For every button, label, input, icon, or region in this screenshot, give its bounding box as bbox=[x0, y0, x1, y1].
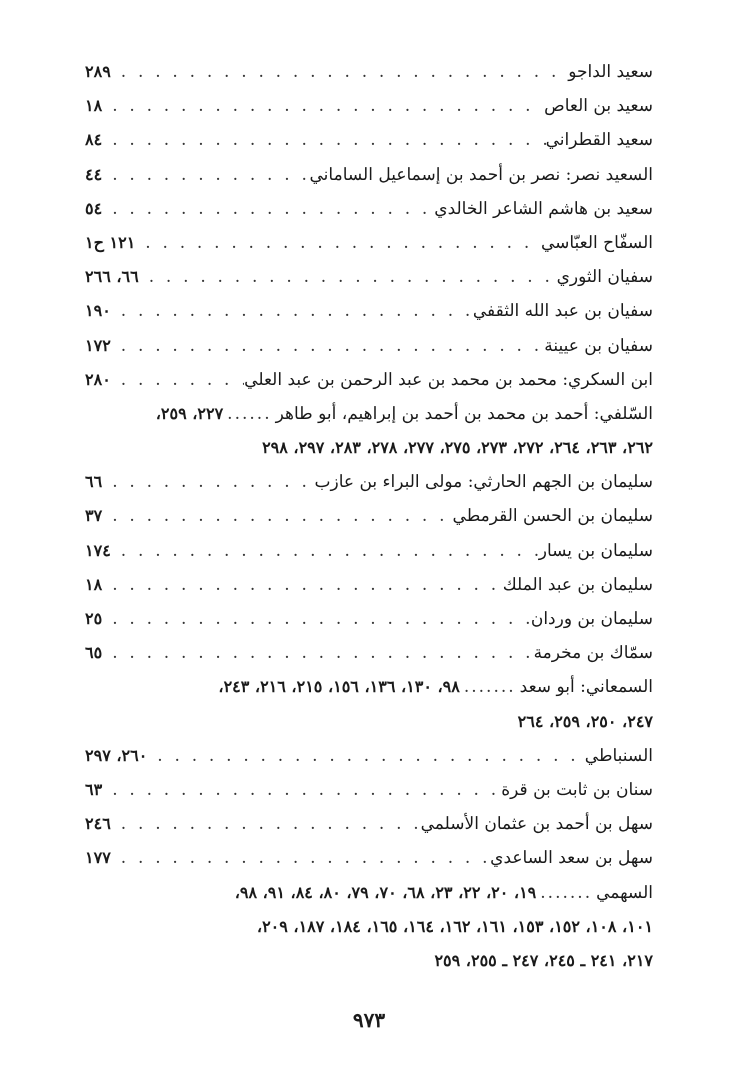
index-entry bbox=[85, 294, 653, 328]
index-entry bbox=[85, 568, 653, 602]
index-entry bbox=[85, 499, 653, 533]
entry-name: سعيد الداجو bbox=[568, 62, 653, 82]
entry-name: سفيان بن عبد الله الثقفي bbox=[472, 301, 653, 322]
leader-dots bbox=[147, 739, 584, 773]
entry-pages: ٥٤ bbox=[85, 198, 103, 218]
index-entry bbox=[85, 534, 653, 568]
entry-pages: ٢٦٠، ٢٩٧ bbox=[85, 745, 148, 765]
leader-dots bbox=[102, 89, 544, 123]
leader-dots bbox=[102, 602, 531, 636]
entry-name: السعيد نصر: نصر بن أحمد بن إسماعيل الساماني bbox=[309, 164, 653, 185]
entry-name: سمّاك بن مخرمة bbox=[533, 643, 653, 664]
index-entry bbox=[85, 363, 653, 397]
leader-dots bbox=[111, 807, 421, 841]
entry-pages: ٨٤ bbox=[85, 130, 103, 150]
leader-dots bbox=[102, 499, 452, 533]
entry-pages: ١٧٧ bbox=[85, 848, 111, 868]
leader-dots: ...... bbox=[227, 403, 272, 424]
entry-pages: ١٢١ ح١ bbox=[85, 232, 136, 252]
page-number: ٩٧٣ bbox=[352, 1008, 386, 1032]
leader-dots bbox=[111, 363, 244, 397]
entry-name: سعيد القطراني bbox=[545, 130, 653, 151]
entry-pages: ٢٢٧، ٢٥٩، bbox=[155, 403, 224, 423]
entry-pages: ٦٣ bbox=[85, 779, 103, 799]
entry-pages-continuation: ٢٦٢، ٢٦٣، ٢٦٤، ٢٧٢، ٢٧٣، ٢٧٥، ٢٧٧، ٢٧٨، ٢٨٣، ٢٩٧، ٢٩٨ bbox=[262, 438, 653, 458]
entry-name: السفّاح العبّاسي bbox=[540, 232, 653, 253]
entry-pages: ٤٤ bbox=[85, 164, 103, 184]
entry-pages: ٦٦، ٢٦٦ bbox=[85, 267, 139, 287]
leader-dots bbox=[102, 568, 503, 602]
entry-pages: ٢٨٩ bbox=[85, 62, 111, 81]
leader-dots bbox=[102, 636, 533, 670]
entry-pages: ٢٨٠ bbox=[85, 369, 111, 389]
index-entry bbox=[85, 55, 653, 89]
entry-name: سنان بن ثابت بن قرة bbox=[501, 779, 653, 800]
entry-pages: ١٨ bbox=[85, 574, 103, 594]
entry-name: ابن السكري: محمد بن محمد بن عبد الرحمن بن عبد العلي bbox=[244, 369, 653, 390]
entry-name: سليمان بن الحسن القرمطي bbox=[452, 506, 653, 527]
entry-name: سليمان بن عبد الملك bbox=[502, 574, 653, 595]
leader-dots: ....... bbox=[540, 882, 593, 903]
leader-dots bbox=[111, 294, 473, 328]
entry-pages: ٦٥ bbox=[85, 643, 103, 663]
index-entry bbox=[85, 602, 653, 636]
leader-dots bbox=[111, 329, 544, 363]
entry-pages: ٦٦ bbox=[85, 472, 103, 492]
leader-dots: ....... bbox=[463, 677, 516, 698]
index-entry-multiline bbox=[85, 876, 653, 910]
entry-name: سعيد بن هاشم الشاعر الخالدي bbox=[434, 198, 653, 219]
entry-name: سهل بن أحمد بن عثمان الأسلمي bbox=[420, 814, 653, 835]
entry-pages-continuation: ٢١٧، ٢٤١ ـ ٢٤٥، ٢٤٧ ـ ٢٥٥، ٢٥٩ bbox=[434, 950, 653, 970]
entry-name: سفيان الثوري bbox=[556, 267, 653, 288]
entry-name: السنباطي bbox=[584, 745, 653, 766]
entry-name: السّلفي: أحمد بن محمد بن أحمد بن إبراهيم، أبو طاهر bbox=[275, 403, 653, 424]
entry-pages: ١٨ bbox=[85, 96, 103, 116]
entry-pages-continuation: ١٠١، ١٠٨، ١٥٢، ١٥٣، ١٦١، ١٦٢، ١٦٤، ١٦٥، ١٨٤، ١٨٧، ٢٠٩، bbox=[256, 916, 653, 936]
index-entry bbox=[85, 260, 653, 294]
index-entry-multiline bbox=[85, 397, 653, 431]
leader-dots bbox=[102, 192, 434, 226]
entry-pages: ٢٥ bbox=[85, 609, 103, 628]
leader-dots bbox=[111, 841, 490, 875]
index-entry bbox=[85, 192, 653, 226]
index-entry bbox=[85, 123, 653, 157]
index-entry bbox=[85, 89, 653, 123]
leader-dots bbox=[111, 534, 539, 568]
leader-dots bbox=[139, 260, 557, 294]
entry-name: سعيد بن العاص bbox=[544, 96, 653, 117]
leader-dots bbox=[102, 158, 309, 192]
index-entry bbox=[85, 739, 653, 773]
index-entry bbox=[85, 226, 653, 260]
entry-pages: ١٧٤ bbox=[85, 540, 111, 560]
leader-dots bbox=[102, 123, 545, 157]
entry-name: سليمان بن يسار bbox=[538, 540, 653, 561]
leader-dots bbox=[102, 465, 314, 499]
index-list bbox=[85, 55, 653, 978]
entry-name: سهل بن سعد الساعدي bbox=[490, 848, 653, 869]
index-entry-multiline bbox=[85, 670, 653, 704]
leader-dots bbox=[111, 55, 568, 89]
entry-name: سليمان بن الجهم الحارثي: مولى البراء بن عازب bbox=[314, 472, 653, 493]
index-entry bbox=[85, 158, 653, 192]
index-entry bbox=[85, 841, 653, 875]
entry-pages: ١٩٠ bbox=[85, 301, 111, 321]
entry-pages-continuation: ٢٤٧، ٢٥٠، ٢٥٩، ٢٦٤ bbox=[517, 711, 653, 731]
entry-pages: ١٧٢ bbox=[85, 335, 111, 355]
leader-dots bbox=[135, 226, 541, 260]
entry-name: سليمان بن وردان bbox=[530, 609, 653, 629]
index-entry bbox=[85, 465, 653, 499]
index-entry bbox=[85, 773, 653, 807]
entry-pages: ١٩، ٢٠، ٢٢، ٢٣، ٦٨، ٧٠، ٧٩، ٨٠، ٨٤، ٩١، ٩٨، bbox=[234, 882, 537, 902]
entry-name: السهمي bbox=[596, 882, 653, 903]
entry-pages: ٣٧ bbox=[85, 506, 103, 526]
index-entry bbox=[85, 807, 653, 841]
entry-name: السمعاني: أبو سعد bbox=[519, 677, 653, 698]
entry-name: سفيان بن عيينة bbox=[544, 335, 653, 356]
index-entry bbox=[85, 636, 653, 670]
entry-pages: ٩٨، ١٣٠، ١٣٦، ١٥٦، ٢١٥، ٢١٦، ٢٤٣، bbox=[218, 677, 460, 697]
leader-dots bbox=[102, 773, 501, 807]
index-entry bbox=[85, 329, 653, 363]
entry-pages: ٢٤٦ bbox=[85, 814, 111, 834]
